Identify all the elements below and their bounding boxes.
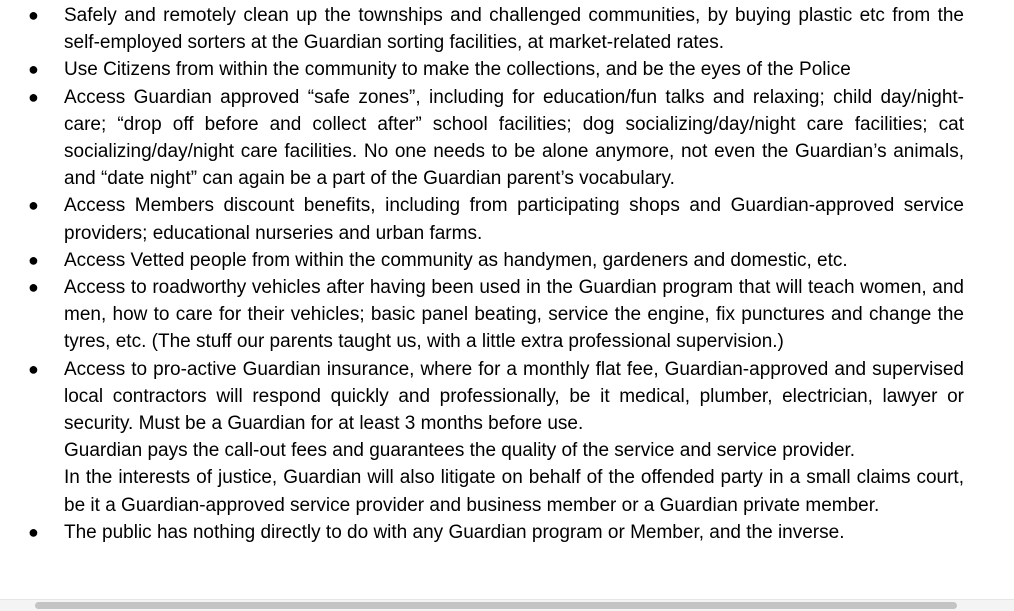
bullet-icon: ● [28, 195, 39, 216]
bullet-icon: ● [28, 59, 39, 80]
bullet-icon: ● [28, 521, 39, 542]
bullet-text: Access to roadworthy vehicles after having been used in the Guardian program that will teach women, and men, how to care for their vehicles; basic panel beating, service the engine, fix punctures and change the tyres, etc. (The stuff our parents taught us, with a little extra professional supervision.) [64, 277, 964, 353]
bullet-item [0, 356, 1014, 519]
bullet-item [0, 192, 1014, 246]
bullet-continuation-text: Guardian pays the call-out fees and guarantees the quality of the service and service provider. [64, 440, 856, 462]
bullet-text: The public has nothing directly to do with any Guardian program or Member, and the inverse. [64, 521, 845, 543]
document-body [0, 2, 1014, 546]
bullet-item [0, 56, 1014, 83]
bullet-text: Access to pro-active Guardian insurance, where for a monthly flat fee, Guardian-approved and supervised local contractors will respond quickly and professionally, be it medical, plumber, electrician, lawyer or security. Must be a Guardian for at least 3 months before use. [64, 358, 964, 435]
bullet-item [0, 2, 1014, 56]
bullet-icon: ● [28, 277, 39, 298]
bullet-text: Access Vetted people from within the community as handymen, gardeners and domestic, etc. [64, 249, 848, 271]
bullet-continuation-text: In the interests of justice, Guardian will also litigate on behalf of the offended party in a small claims court, be it a Guardian-approved service provider and business member or a Guardian private member. [64, 467, 964, 516]
bullet-item [0, 247, 1014, 274]
bullet-item [0, 274, 1014, 356]
bullet-icon: ● [28, 86, 39, 107]
bullet-icon: ● [28, 358, 39, 379]
scrollbar-thumb[interactable] [35, 602, 957, 609]
bullet-text: Access Guardian approved “safe zones”, including for education/fun talks and relaxing; child day/night-care; “drop off before and collect after” school facilities; dog socializing/day/night care facilities; cat socializing/day/night care facilities. No one needs to be alone anymore, not even the Guardian’s animals, and “date night” can again be a part of the Guardian parent’s vocabulary. [64, 86, 964, 190]
bullet-text: Use Citizens from within the community to make the collections, and be the eyes of the Police [64, 59, 851, 81]
bullet-item [0, 84, 1014, 193]
horizontal-scrollbar[interactable] [0, 599, 1014, 611]
bullet-list [0, 2, 1014, 546]
bullet-icon: ● [28, 5, 39, 25]
bullet-icon: ● [28, 249, 39, 270]
bullet-text: Safely and remotely clean up the townships and challenged communities, by buying plastic etc from the self-employed sorters at the Guardian sorting facilities, at market-related rates. [64, 5, 964, 54]
bullet-item [0, 519, 1014, 546]
bullet-text: Access Members discount benefits, including from participating shops and Guardian-approved service providers; educational nurseries and urban farms. [64, 195, 964, 244]
